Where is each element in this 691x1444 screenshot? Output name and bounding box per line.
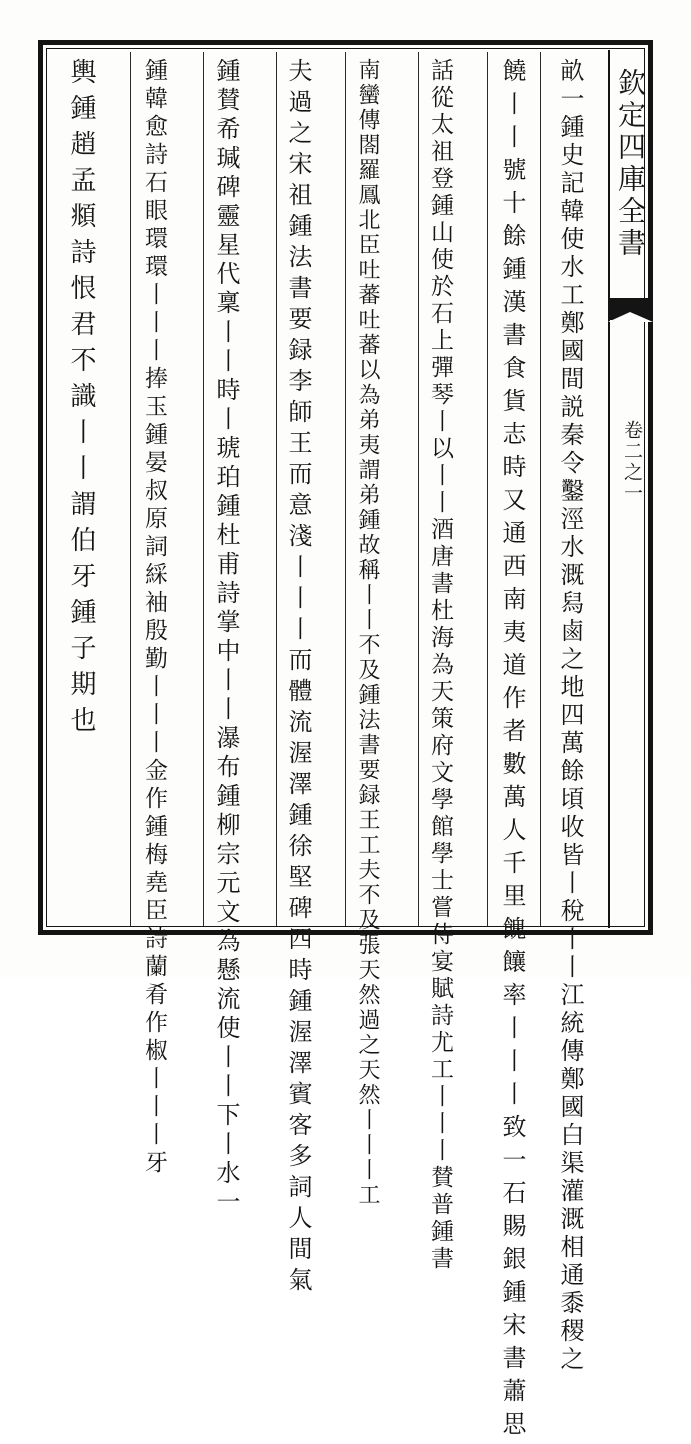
column-text: 畝一鍾史記韓使水工鄭國間説秦令鑿涇水溉舄鹵之地四萬餘頃收皆丨稅丨丨江統傳鄭國白渠灌溉相通黍稷之	[556, 58, 584, 1374]
column-rule	[487, 52, 488, 926]
column-rule	[276, 52, 277, 926]
column-text: 鍾賛希瑊碑靈星代稟丨丨時丨琥珀鍾杜甫詩掌中丨丨瀑布鍾柳宗元文為懸流使丨丨下丨水一	[212, 58, 240, 1218]
text-column-1	[556, 58, 606, 1374]
fishtail-notch	[608, 312, 653, 322]
column-text: 夫過之宋祖鍾法書要録李師王而意淺丨丨丨而體流渥澤鍾徐堅碑四時鍾渥澤賓客多詞人間氣	[284, 58, 312, 1298]
text-column-4	[355, 58, 416, 1208]
text-column-6	[212, 58, 272, 1218]
text-column-3	[427, 58, 486, 1273]
column-rule	[203, 52, 204, 926]
column-text: 話從太祖登鍾山使於石上彈琴丨以丨丨酒唐書杜海為天策府文學館學士嘗侍宴賦詩尤工丨丨丨賛普鍾書	[427, 58, 453, 1273]
text-column-5	[284, 58, 344, 1298]
column-text: 鍾韓愈詩石眼環環丨丨丨捧玉鍾晏叔原詞綵袖殷勤丨丨丨金作鍾梅堯臣詩蘭肴作椒丨丨丨牙	[141, 58, 167, 1178]
column-text: 輿鍾趙孟頫詩恨君不識丨丨謂伯牙鍾子期也	[66, 58, 96, 742]
column-rule	[345, 52, 346, 926]
text-column-2	[498, 58, 540, 1444]
text-column-7	[141, 58, 200, 1178]
column-text: 饒丨丨號十餘鍾漢書食貨志時又通西南夷道作者數萬人千里餽饟率丨丨丨致一石賜銀鍾宋書蕭思	[498, 58, 526, 1444]
column-rule	[130, 52, 131, 926]
column-rule	[540, 52, 541, 926]
column-rule	[418, 52, 419, 926]
volume-label: 卷二之一	[621, 420, 643, 504]
text-column-8	[68, 58, 126, 918]
column-text: 南蠻傳閤羅鳳北臣吐蕃吐蕃以為弟夷謂弟鍾故稱丨丨不及鍾法書要録王工夫不及張天然過之天然丨丨丨工	[355, 58, 380, 1208]
book-title: 欽定四庫全書	[614, 68, 647, 260]
